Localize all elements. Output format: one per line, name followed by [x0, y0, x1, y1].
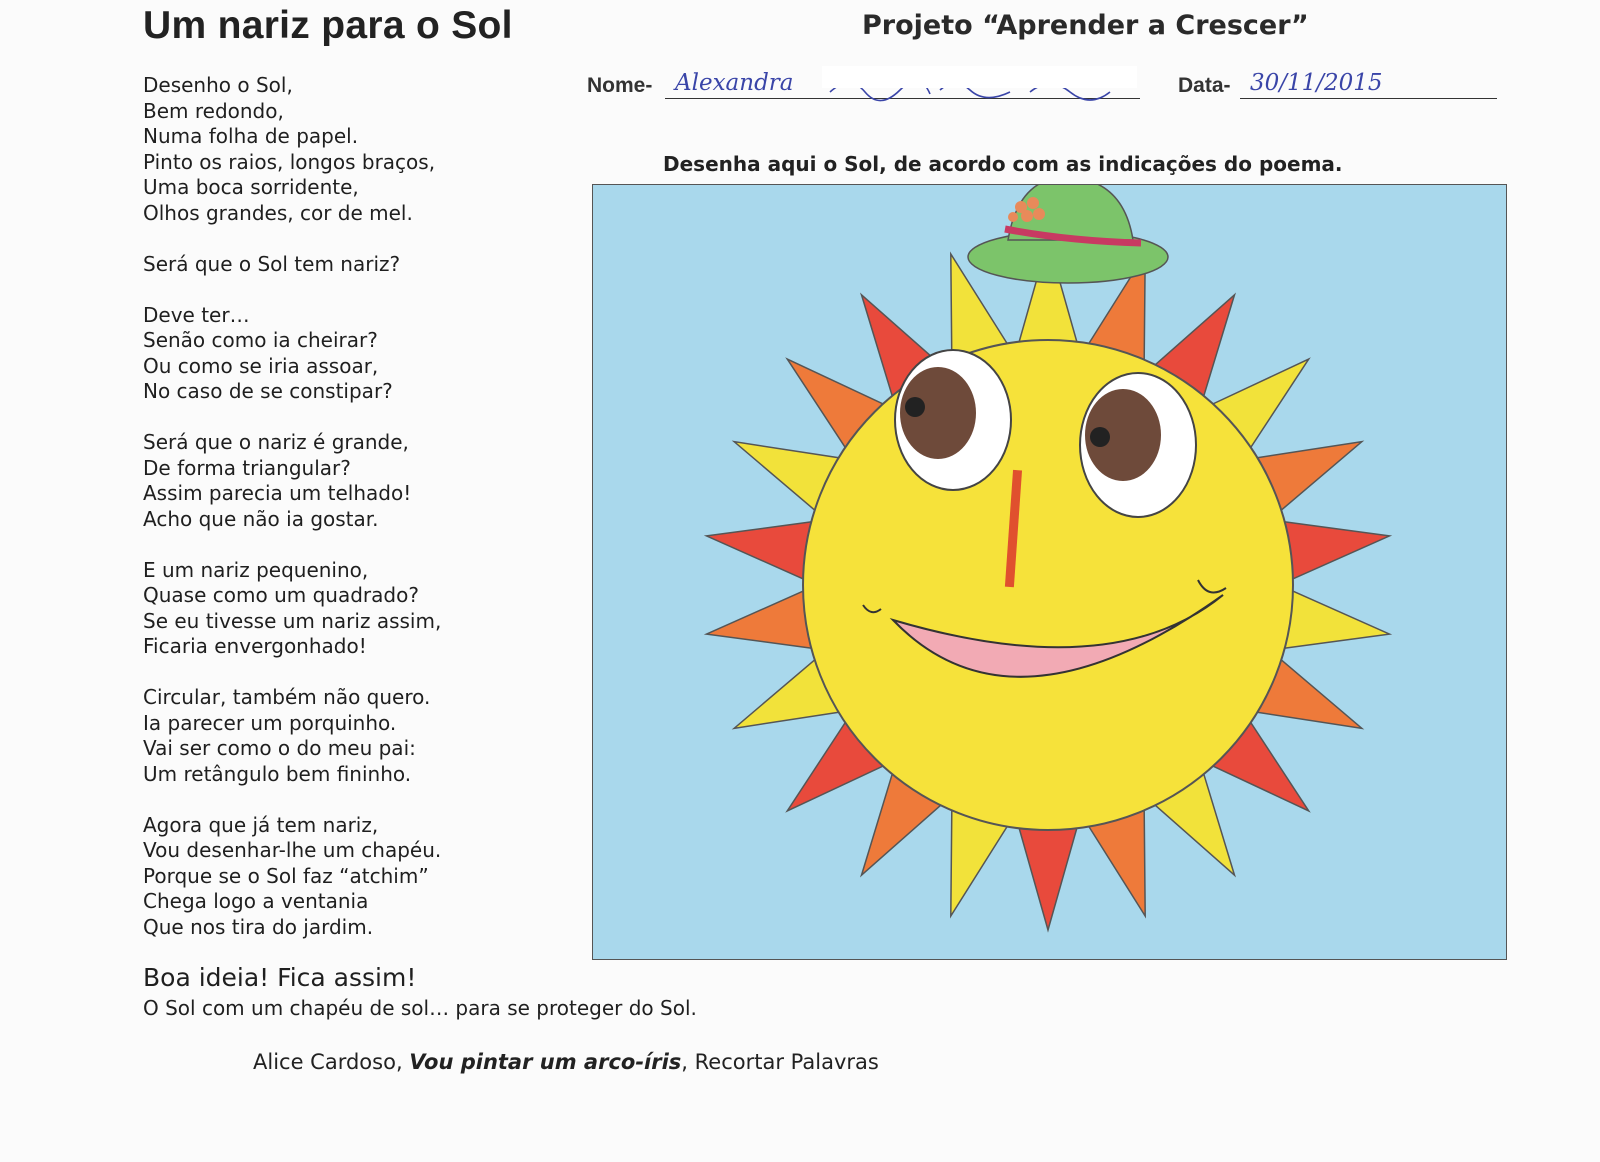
credit-line	[253, 1050, 879, 1074]
poem-stanza	[143, 813, 573, 941]
poem-stanza	[143, 252, 573, 278]
poem-line: Numa folha de papel.	[143, 124, 359, 148]
worksheet-title: Um nariz para o Sol	[143, 4, 513, 47]
name-handwritten: Alexandra	[675, 70, 794, 96]
date-field-line	[1240, 98, 1497, 99]
poem-line: Quase como um quadrado?	[143, 583, 419, 607]
poem-line: Porque se o Sol faz “atchim”	[143, 863, 429, 888]
poem-stanza	[143, 558, 573, 660]
poem-line: De forma triangular?	[143, 455, 351, 480]
poem-line: Vou desenhar-lhe um chapéu.	[143, 838, 442, 862]
name-label: Nome-	[587, 74, 653, 97]
poem-stanza	[143, 430, 573, 532]
date-handwritten: 30/11/2015	[1250, 70, 1383, 96]
credit-author: Alice Cardoso,	[253, 1050, 410, 1074]
poem-line: Desenho o Sol,	[143, 73, 293, 97]
poem	[143, 73, 573, 966]
poem-line: Se eu tivesse um nariz assim,	[143, 608, 442, 633]
redaction-box	[822, 66, 1137, 88]
poem-line: Ficaria envergonhado!	[143, 634, 367, 658]
poem-stanza	[143, 685, 573, 787]
poem-closing-line: O Sol com um chapéu de sol… para se proteger do Sol.	[143, 996, 697, 1020]
poem-line: Chega logo a ventania	[143, 889, 369, 913]
poem-line: Será que o Sol tem nariz?	[143, 251, 401, 276]
sun-drawing	[593, 185, 1507, 960]
sun-eye-right	[1080, 373, 1196, 517]
poem-line: E um nariz pequenino,	[143, 557, 369, 582]
project-name: Projeto “Aprender a Crescer”	[862, 10, 1309, 41]
sun-face	[803, 340, 1293, 830]
poem-line: Assim parecia um telhado!	[143, 481, 412, 505]
poem-line: Pinto os raios, longos braços,	[143, 149, 436, 174]
poem-line: Vai ser como o do meu pai:	[143, 736, 416, 760]
poem-line: Circular, também não quero.	[143, 685, 431, 709]
sun-eye-left	[895, 350, 1011, 490]
poem-line: Bem redondo,	[143, 98, 284, 123]
date-label: Data-	[1178, 74, 1231, 97]
poem-line: Será que o nariz é grande,	[143, 430, 409, 454]
drawing-instruction: Desenha aqui o Sol, de acordo com as indicações do poema.	[663, 152, 1343, 176]
poem-line: Senão como ia cheirar?	[143, 328, 378, 352]
poem-line: No caso de se constipar?	[143, 379, 393, 403]
poem-line: Agora que já tem nariz,	[143, 812, 379, 837]
credit-publisher: , Recortar Palavras	[681, 1050, 879, 1074]
poem-line: Acho que não ia gostar.	[143, 506, 379, 531]
poem-line: Um retângulo bem fininho.	[143, 761, 412, 786]
poem-line: Ou como se iria assoar,	[143, 353, 379, 378]
poem-line: Deve ter…	[143, 302, 250, 327]
poem-line: Que nos tira do jardim.	[143, 914, 374, 939]
poem-closing-heading: Boa ideia! Fica assim!	[143, 963, 417, 992]
credit-book: Vou pintar um arco-íris	[409, 1050, 682, 1074]
drawing-area	[592, 184, 1507, 960]
poem-line: Uma boca sorridente,	[143, 175, 359, 199]
poem-stanza	[143, 303, 573, 405]
poem-line: Olhos grandes, cor de mel.	[143, 200, 413, 225]
poem-stanza	[143, 73, 573, 226]
poem-line: Ia parecer um porquinho.	[143, 710, 397, 735]
